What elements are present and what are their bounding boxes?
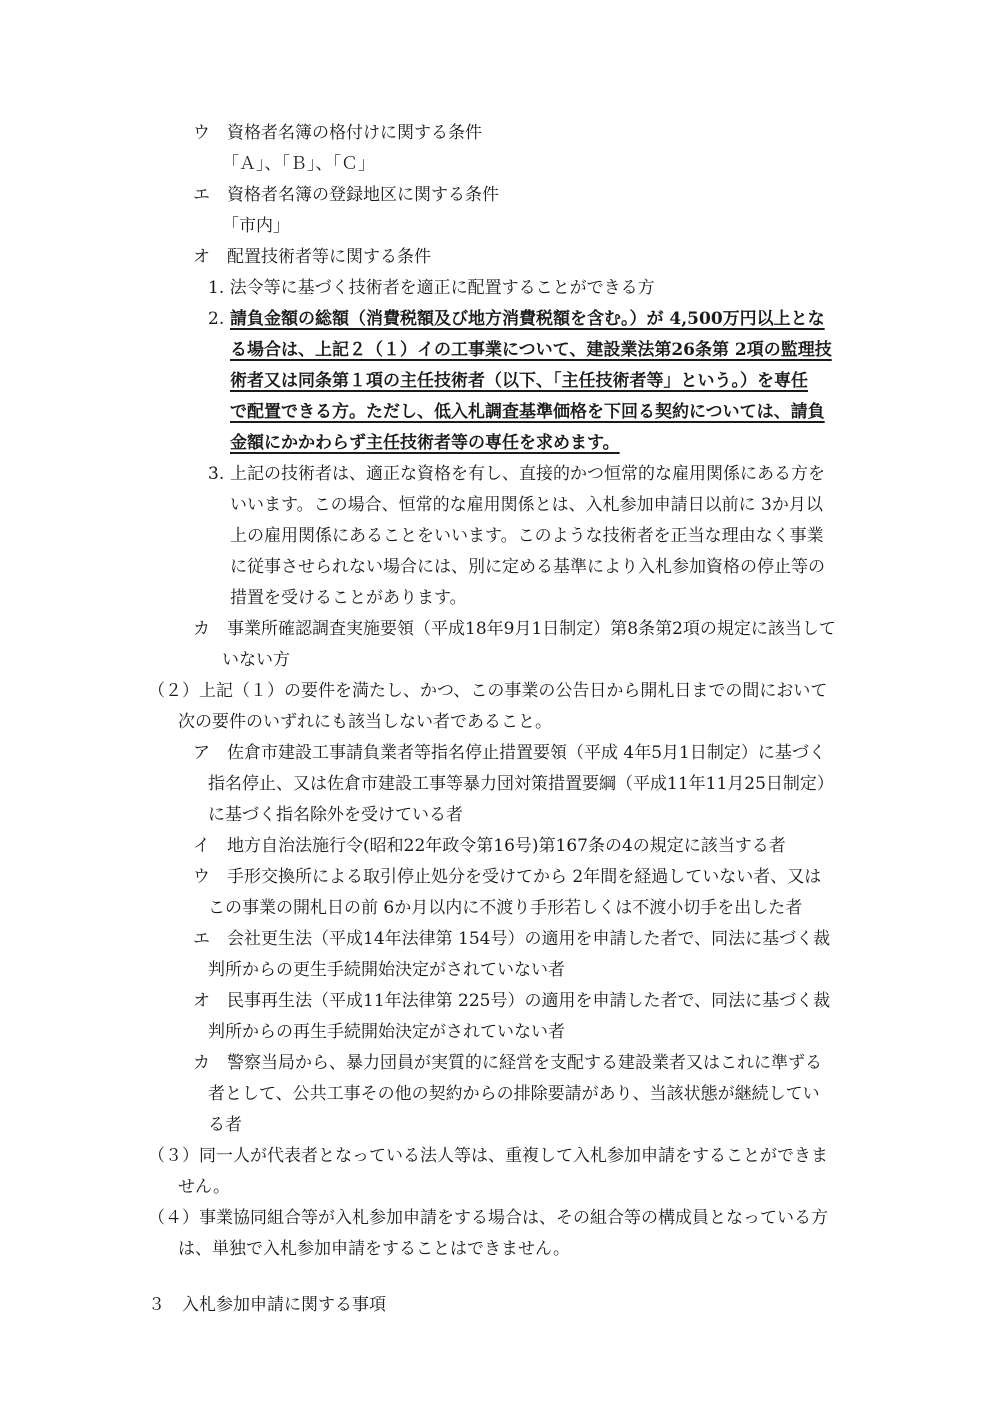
- section-2-line-1: （２）上記（１）の要件を満たし、かつ、この事業の公告日から開札日までの間において: [148, 681, 828, 701]
- section-2-u-line-1: ウ 手形交換所による取引停止処分を受けてから 2年間を経過していない者、又は: [193, 867, 822, 887]
- section-2-a-line-1: ア 佐倉市建設工事請負業者等指名停止措置要領（平成 4年5月1日制定）に基づく: [193, 743, 826, 763]
- section-2-ka-line-2: 者として、公共工事その他の契約からの排除要請があり、当該状態が継続してい: [208, 1084, 820, 1104]
- item-o-2-line-3: 術者又は同条第１項の主任技術者（以下、「主任技術者等」という。）を専任: [230, 371, 808, 391]
- item-u-label: ウ 資格者名簿の格付けに関する条件: [193, 123, 482, 143]
- section-3-line-1: （３）同一人が代表者となっている法人等は、重複して入札参加申請をすることができま: [148, 1146, 828, 1166]
- item-o-3-line-5: 措置を受けることがあります。: [230, 588, 467, 608]
- section-2-a-line-2: 指名停止、又は佐倉市建設工事等暴力団対策措置要綱（平成11年11月25日制定）: [208, 774, 834, 794]
- item-o-3-line-4: に従事させられない場合には、別に定める基準により入札参加資格の停止等の: [230, 557, 825, 577]
- item-o-label: オ 配置技術者等に関する条件: [193, 247, 431, 267]
- section-2-line-2: 次の要件のいずれにも該当しない者であること。: [178, 712, 552, 732]
- item-o-3-line-1: 上記の技術者は、適正な資格を有し、直接的かつ恒常的な雇用関係にある方を: [230, 464, 825, 484]
- section-2-ka-line-1: カ 警察当局から、暴力団員が実質的に経営を支配する建設業者又はこれに準ずる: [193, 1053, 822, 1073]
- section-4-line-1: （４）事業協同組合等が入札参加申請をする場合は、その組合等の構成員となっている方: [148, 1208, 828, 1228]
- section-2-a-line-3: に基づく指名除外を受けている者: [208, 805, 463, 825]
- item-o-1: 1. 法令等に基づく技術者を適正に配置することができる方: [208, 278, 655, 298]
- section-2-e-line-2: 判所からの更生手続開始決定がされていない者: [208, 960, 565, 980]
- section-2-ka-line-3: る者: [208, 1115, 242, 1135]
- item-e-label: エ 資格者名簿の登録地区に関する条件: [193, 185, 499, 205]
- section-2-i-line: イ 地方自治法施行令(昭和22年政令第16号)第167条の4の規定に該当する者: [193, 836, 786, 856]
- item-ka-line-2: いない方: [222, 650, 290, 670]
- item-u-value: 「Ａ」、「Ｂ」、「Ｃ」: [222, 154, 375, 174]
- item-o-2-line-1: 請負金額の総額（消費税額及び地方消費税額を含む。）が 4,500万円以上とな: [230, 309, 825, 329]
- item-o-2-line-4: で配置できる方。ただし、低入札調査基準価格を下回る契約については、請負: [230, 402, 825, 422]
- item-o-3-line-2: いいます。この場合、恒常的な雇用関係とは、入札参加申請日以前に 3か月以: [230, 495, 823, 515]
- section-3-line-2: せん。: [178, 1177, 231, 1197]
- item-o-2-line-2: る場合は、上記２（１）イの工事業について、建設業法第26条第 2項の監理技: [230, 340, 832, 360]
- section-2-o-line-1: オ 民事再生法（平成11年法律第 225号）の適用を申請した者で、同法に基づく裁: [193, 991, 831, 1011]
- item-o-2-number: 2.: [208, 309, 225, 329]
- item-e-value: 「市内」: [222, 216, 290, 236]
- section-2-u-line-2: この事業の開札日の前 6か月以内に不渡り手形若しくは不渡小切手を出した者: [208, 898, 803, 918]
- item-o-3-number: 3.: [208, 464, 225, 484]
- section-2-e-line-1: エ 会社更生法（平成14年法律第 154号）の適用を申請した者で、同法に基づく裁: [193, 929, 831, 949]
- section-2-o-line-2: 判所からの再生手続開始決定がされていない者: [208, 1022, 565, 1042]
- section-heading-3: ３ 入札参加申請に関する事項: [148, 1295, 386, 1315]
- section-4-line-2: は、単独で入札参加申請をすることはできません。: [178, 1239, 571, 1259]
- item-o-2-line-5: 金額にかかわらず主任技術者等の専任を求めます。: [230, 433, 620, 453]
- item-ka-line-1: カ 事業所確認調査実施要領（平成18年9月1日制定）第8条第2項の規定に該当して: [193, 619, 836, 639]
- item-o-3-line-3: 上の雇用関係にあることをいいます。このような技術者を正当な理由なく事業: [230, 526, 824, 546]
